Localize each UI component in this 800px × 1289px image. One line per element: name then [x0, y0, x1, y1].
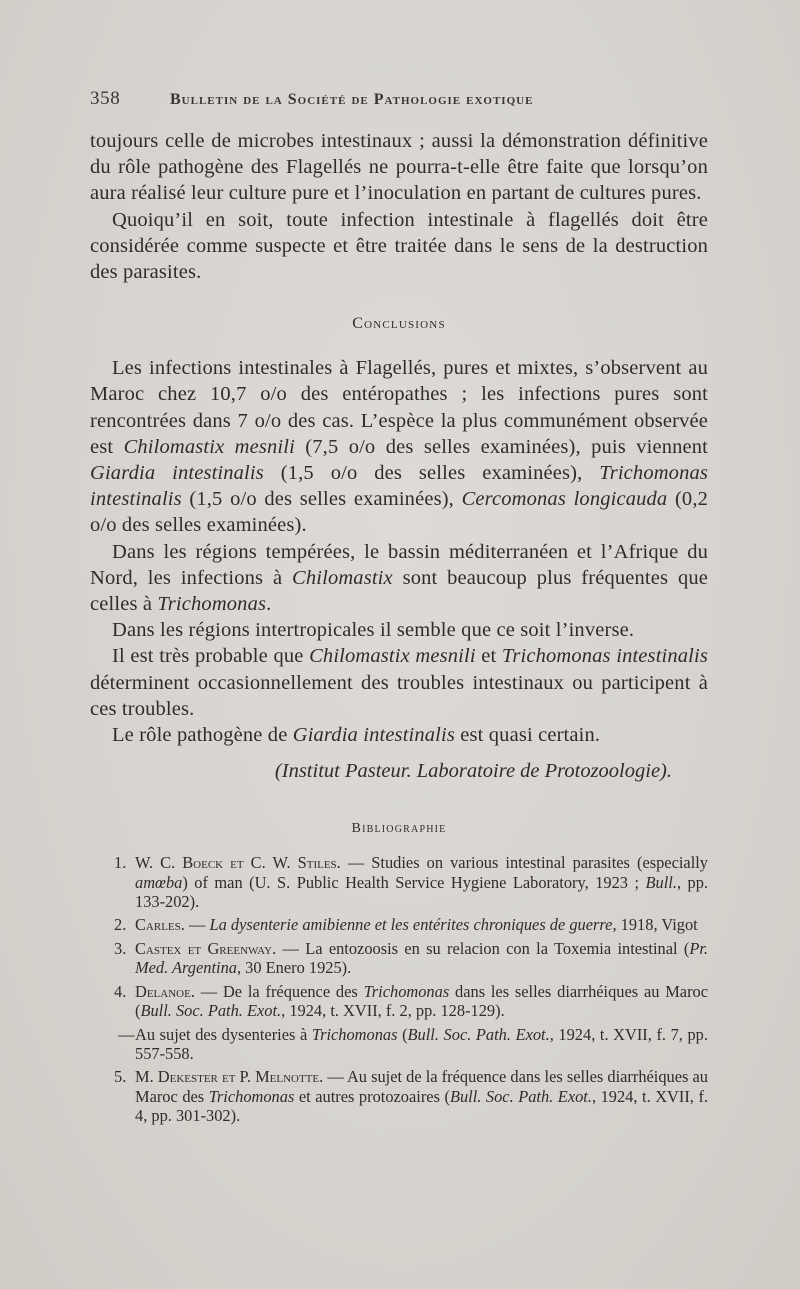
conclusion-paragraph-5: [90, 722, 708, 748]
text-run: Dans les régions tempérées, le bassin méditerranéen et l’Afrique du Nord, les infections à: [90, 540, 708, 589]
text-run: et: [475, 645, 502, 668]
entry-authors: Carles.: [135, 915, 185, 935]
text-run: , 1918, Vigot: [612, 915, 698, 935]
bibliography-entry: [90, 1025, 708, 1064]
italic-run: Trichomonas: [208, 1086, 295, 1106]
intro-paragraph-1: toujours celle de microbes intestinaux ; aussi la démonstration définitive du rôle pathogène des Flagellés ne pourra-t-elle être faite que lorsqu’on aura réalisé leur culture pure et l’inoculation en partant de cultures pures.: [90, 130, 708, 205]
bibliography-heading: Bibliographie: [351, 821, 447, 837]
italic-run: amœba: [135, 872, 183, 892]
species-name: Cercomonas longicauda: [461, 488, 668, 511]
bibliography-entry: [90, 982, 708, 1021]
species-name: Giardia intestinalis: [90, 462, 264, 485]
species-name: Chilomastix mesnili: [309, 645, 476, 668]
text-run: (0,2 o/o des selles examinées).: [90, 488, 709, 537]
bibliography-entry: [90, 853, 708, 911]
text-run: — Au sujet de la fréquence dans les selles diarrhéiques au Maroc des: [135, 1067, 708, 1106]
species-name: Trichomonas: [157, 593, 267, 616]
intro-paragraph-2: Quoiqu’il en soit, toute infection intestinale à flagellés doit être considérée comme suspecte et être traitée dans le sens de la destruction des parasites.: [90, 208, 708, 284]
entry-dash: —: [118, 1024, 135, 1044]
species-name: Chilomastix mesnili: [123, 435, 295, 458]
text-run: est quasi certain.: [455, 724, 601, 747]
italic-run: Bull. Soc. Path. Exot.: [140, 1001, 282, 1021]
italic-run: Pr. Med. Argentina: [135, 938, 708, 978]
text-run: Il est très probable que: [112, 645, 310, 668]
species-name: Chilomastix: [292, 566, 393, 589]
bibliography-entry: [90, 915, 708, 934]
italic-run: Bull. Soc. Path. Exot.: [449, 1086, 592, 1106]
text-run: Au sujet des dysenteries à: [135, 1024, 312, 1044]
entry-number: 2.: [114, 915, 127, 935]
conclusion-paragraph-4: [90, 643, 708, 722]
bibliography-list: [90, 853, 708, 1125]
text-run: Les infections intestinales à Flagellés, pures et mixtes, s’observent au Maroc chez 10,7 o/o des entéropathes ; les infections pures sont rencontrées dans 7 o/o des cas. L’espèce la plus communément observée est: [90, 357, 708, 458]
text-run: .: [266, 593, 272, 616]
journal-title: Bulletin de la Société de Pathologie exotique: [170, 91, 534, 108]
text-run: et autres protozoaires (: [294, 1086, 450, 1106]
text-run: (1,5 o/o des selles examinées),: [181, 488, 462, 511]
entry-number: 5.: [114, 1067, 127, 1087]
body-text: [90, 128, 708, 1126]
entry-authors: M. Dekester et P. Melnotte.: [135, 1067, 324, 1087]
text-run: — La entozoosis en su relacion con la Toxemia intestinal (: [276, 938, 690, 958]
species-name: Trichomonas intestinalis: [501, 645, 708, 668]
text-run: , 1924, t. XVII, f. 7, pp. 557-558.: [135, 1024, 708, 1063]
institution-signature: (Institut Pasteur. Laboratoire de Protozoologie).: [274, 760, 672, 783]
entry-number: 4.: [114, 981, 127, 1001]
text-run: ) of man (U. S. Public Health Service Hygiene Laboratory, 1923 ;: [182, 872, 646, 892]
text-run: —: [184, 915, 210, 935]
entry-number: 3.: [114, 938, 127, 958]
text-run: (7,5 o/o des selles examinées), puis viennent: [294, 435, 708, 458]
text-run: — Studies on various intestinal parasites (especially: [340, 853, 708, 873]
italic-run: Trichomonas: [363, 981, 450, 1001]
text-run: , 1924, t. XVII, f. 2, pp. 128-129).: [281, 1001, 505, 1021]
entry-authors: Castex et Greenway.: [135, 938, 277, 958]
conclusions-heading: Conclusions: [352, 315, 446, 333]
conclusion-paragraph-1: [90, 355, 708, 538]
species-name: Giardia intestinalis: [292, 724, 455, 747]
running-head: [90, 88, 708, 128]
italic-run: Bull.: [645, 872, 677, 892]
italic-run: Bull. Soc. Path. Exot.: [407, 1024, 550, 1044]
species-name: Trichomonas intestinalis: [90, 462, 709, 511]
text-run: , 30 Enero 1925).: [236, 958, 352, 978]
entry-number: 1.: [114, 853, 127, 873]
text-run: (: [397, 1024, 408, 1044]
bibliography-entry: [90, 1067, 708, 1125]
text-run: — De la fréquence des: [194, 981, 364, 1001]
entry-authors: W. C. Boeck et C. W. Stiles.: [135, 853, 341, 873]
text-run: dans les selles diarrhéiques au Maroc (: [135, 981, 709, 1021]
text-run: (1,5 o/o des selles examinées),: [263, 462, 600, 485]
text-run: sont beaucoup plus fréquentes que celles à: [90, 566, 709, 616]
text-run: , pp. 133-202).: [135, 872, 709, 912]
italic-run: Trichomonas: [311, 1024, 398, 1044]
italic-run: La dysenterie amibienne et les entérites chroniques de guerre: [209, 915, 613, 935]
text-run: , 1924, t. XVII, f. 4, pp. 301-302).: [135, 1086, 708, 1126]
bibliography-entry: [90, 939, 708, 978]
conclusion-paragraph-3: Dans les régions intertropicales il semble que ce soit l’inverse.: [112, 619, 635, 642]
page-number: 358: [90, 88, 121, 109]
conclusion-paragraph-2: [90, 539, 708, 618]
text-run: déterminent occasionnellement des troubles intestinaux ou participent à ces troubles.: [90, 671, 708, 720]
entry-authors: Delanoe.: [135, 981, 195, 1001]
text-run: Le rôle pathogène de: [112, 724, 293, 747]
